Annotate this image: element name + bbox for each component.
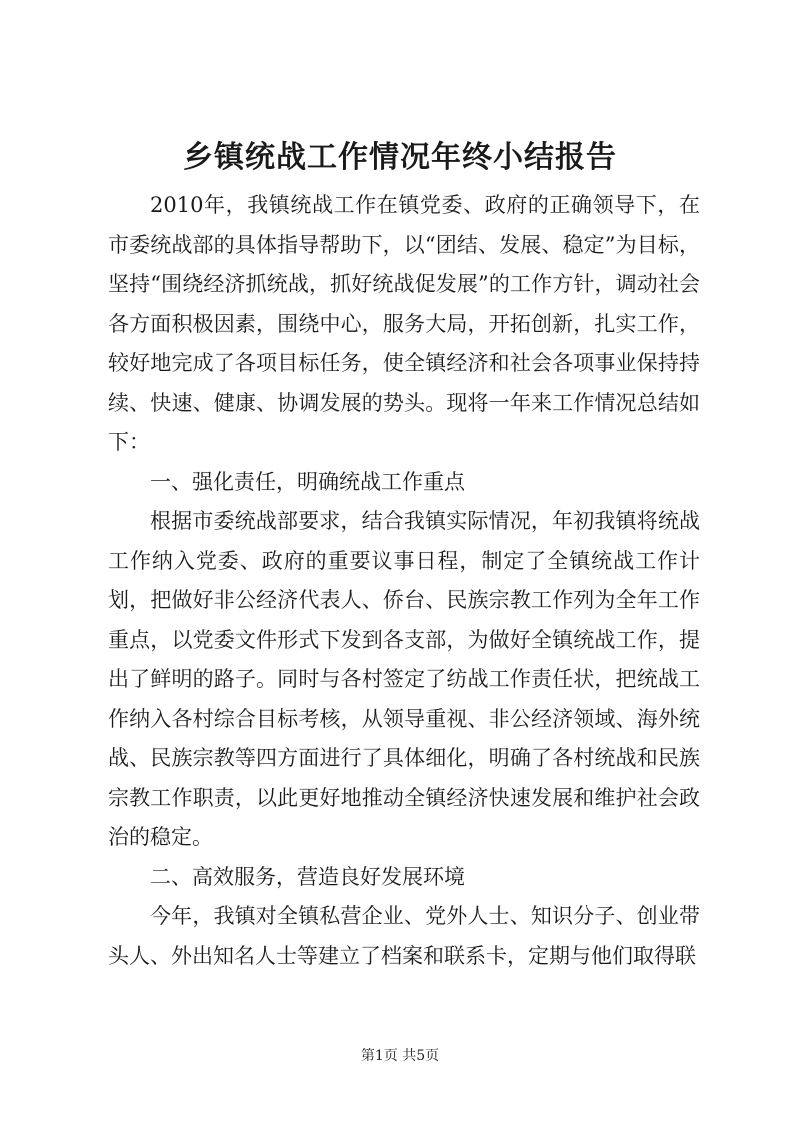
paragraph-section-2: 今年，我镇对全镇私营企业、党外人士、知识分子、创业带头人、外出知名人士等建立了档案和联系卡，定期与他们取得联: [108, 904, 700, 968]
paragraph-intro: 2010年，我镇统战工作在镇党委、政府的正确领导下，在市委统战部的具体指导帮助下，以“团结、发展、稳定”为目标，坚持“围绕经济抓统战，抓好统战促发展”的工作方针，调动社会各方面积极因素，围绕中心，服务大局，开拓创新，扎实工作，较好地完成了各项目标任务，使全镇经济和社会各项事业保持持续、快速、健康、协调发展的势头。现将一年来工作情况总结如下：: [108, 193, 700, 454]
section-heading-2: 二、高效服务，营造良好发展环境: [150, 864, 465, 889]
paragraph-section-1: 根据市委统战部要求，结合我镇实际情况，年初我镇将统战工作纳入党委、政府的重要议事日程，制定了全镇统战工作计划，把做好非公经济代表人、侨台、民族宗教工作列为全年工作重点，以党委文件形式下发到各支部，为做好全镇统战工作，提出了鲜明的路子。同时与各村签定了纺战工作责任状，把统战工作纳入各村综合目标考核，从领导重视、非公经济领域、海外统战、民族宗教等四方面进行了具体细化，明确了各村统战和民族宗教工作职责，以此更好地推动全镇经济快速发展和维护社会政治的稳定。: [108, 509, 700, 849]
page-number-footer: 第1页 共5页: [360, 1048, 440, 1064]
document-title: 乡镇统战工作情况年终小结报告: [183, 140, 617, 175]
section-heading-1: 一、强化责任，明确统战工作重点: [150, 469, 465, 494]
document-body: [108, 186, 700, 976]
